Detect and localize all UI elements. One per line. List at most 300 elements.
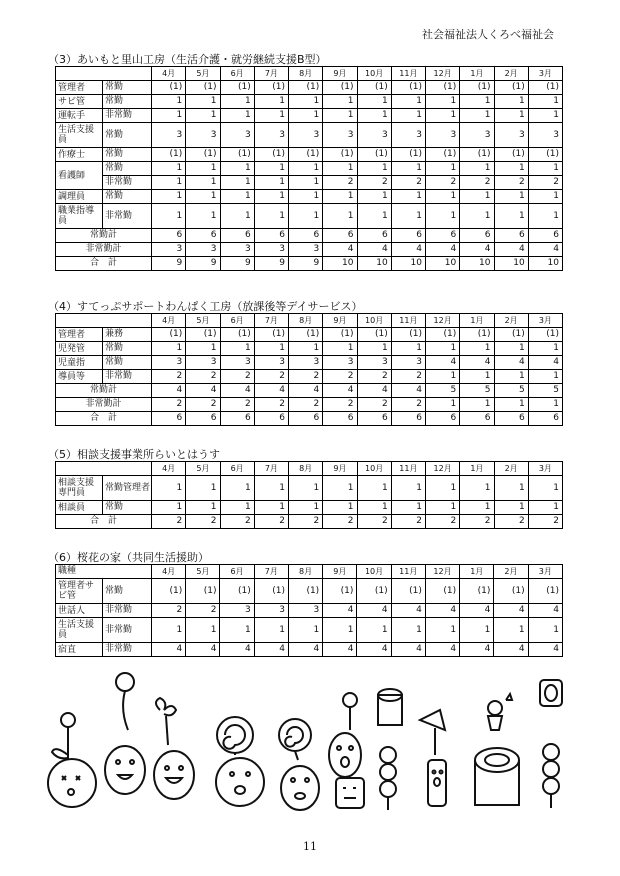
- value-cell: 2: [528, 176, 562, 190]
- total-value: 2: [528, 515, 562, 529]
- role-cell: 相談員: [56, 501, 103, 515]
- value-cell: 1: [528, 204, 562, 229]
- month-header: 2月: [494, 67, 528, 81]
- table-row: [56, 95, 563, 109]
- value-cell: 3: [186, 123, 220, 148]
- value-cell: (1): [528, 148, 562, 162]
- month-header: 10月: [357, 565, 391, 579]
- total-value: 2: [186, 515, 220, 529]
- value-cell: 2: [494, 176, 528, 190]
- value-cell: 1: [357, 190, 391, 204]
- value-cell: 1: [494, 618, 528, 643]
- header-blank: [56, 314, 152, 328]
- value-cell: 1: [220, 618, 254, 643]
- value-cell: 1: [186, 476, 220, 501]
- section-6-title: （6）桜花の家（共同生活援助）: [48, 551, 209, 564]
- table-row: [56, 190, 563, 204]
- value-cell: 3: [254, 356, 288, 370]
- value-cell: (1): [289, 81, 323, 95]
- total-value: 6: [220, 412, 254, 426]
- total-value: 6: [494, 412, 528, 426]
- month-header: 5月: [186, 67, 220, 81]
- value-cell: 1: [220, 476, 254, 501]
- month-header: 3月: [528, 462, 562, 476]
- total-value: 4: [391, 384, 425, 398]
- month-header: 4月: [152, 462, 186, 476]
- total-value: 2: [289, 515, 323, 529]
- value-cell: 1: [391, 501, 425, 515]
- value-cell: 3: [323, 356, 357, 370]
- value-cell: 2: [357, 370, 391, 384]
- total-value: 5: [426, 384, 460, 398]
- value-cell: 1: [289, 204, 323, 229]
- total-value: 6: [391, 412, 425, 426]
- value-cell: 1: [152, 476, 186, 501]
- value-cell: 1: [494, 370, 528, 384]
- value-cell: 3: [426, 123, 460, 148]
- total-value: 4: [494, 243, 528, 257]
- table-row: [56, 342, 563, 356]
- value-cell: 4: [323, 604, 357, 618]
- role-cell: 導員等: [56, 370, 103, 384]
- value-cell: 3: [357, 123, 391, 148]
- value-cell: 1: [494, 162, 528, 176]
- value-cell: 2: [289, 370, 323, 384]
- value-cell: 1: [460, 618, 494, 643]
- month-header: 7月: [254, 462, 288, 476]
- month-header: 4月: [152, 67, 186, 81]
- month-header: 8月: [289, 314, 323, 328]
- total-value: 4: [220, 384, 254, 398]
- month-header: 5月: [186, 565, 220, 579]
- value-cell: 1: [186, 162, 220, 176]
- table-row: [56, 109, 563, 123]
- value-cell: 1: [391, 95, 425, 109]
- type-cell: 兼務: [103, 328, 152, 342]
- total-value: 2: [152, 515, 186, 529]
- role-cell: 運転手: [56, 109, 103, 123]
- total-value: 10: [460, 257, 494, 271]
- value-cell: 4: [426, 356, 460, 370]
- month-header: 1月: [460, 565, 494, 579]
- role-cell: 生活支援員: [56, 123, 103, 148]
- table-row: [56, 328, 563, 342]
- total-value: 6: [152, 229, 186, 243]
- value-cell: 1: [426, 342, 460, 356]
- total-value: 6: [528, 229, 562, 243]
- value-cell: 3: [323, 123, 357, 148]
- value-cell: 1: [460, 501, 494, 515]
- month-header: 8月: [288, 565, 322, 579]
- table-row: [56, 176, 563, 190]
- total-value: 6: [186, 412, 220, 426]
- type-cell: 常勤: [103, 356, 152, 370]
- value-cell: 3: [186, 356, 220, 370]
- type-cell: 非常勤: [103, 618, 152, 643]
- total-value: 10: [323, 257, 357, 271]
- type-cell: 常勤: [103, 579, 152, 604]
- total-value: 2: [357, 515, 391, 529]
- table-row: [56, 148, 563, 162]
- header-blank: [56, 462, 152, 476]
- value-cell: 1: [289, 501, 323, 515]
- value-cell: 4: [254, 643, 288, 657]
- total-value: 10: [426, 257, 460, 271]
- table-row: [56, 370, 563, 384]
- table-row: [56, 356, 563, 370]
- value-cell: 1: [426, 204, 460, 229]
- value-cell: 1: [152, 342, 186, 356]
- value-cell: (1): [425, 579, 459, 604]
- total-value: 2: [152, 398, 186, 412]
- value-cell: (1): [288, 579, 322, 604]
- value-cell: 1: [186, 204, 220, 229]
- type-cell: 常勤: [103, 190, 152, 204]
- total-value: 2: [220, 515, 254, 529]
- table-row: [56, 476, 563, 501]
- value-cell: 1: [494, 476, 528, 501]
- type-cell: 非常勤: [103, 643, 152, 657]
- value-cell: 1: [186, 618, 220, 643]
- value-cell: (1): [186, 328, 220, 342]
- value-cell: 4: [425, 643, 459, 657]
- value-cell: 4: [357, 604, 391, 618]
- value-cell: 1: [289, 190, 323, 204]
- type-cell: 常勤: [103, 162, 152, 176]
- value-cell: 1: [254, 476, 288, 501]
- month-header: 4月: [152, 314, 186, 328]
- value-cell: (1): [528, 579, 562, 604]
- value-cell: 3: [289, 123, 323, 148]
- month-header: 7月: [254, 314, 288, 328]
- total-value: 6: [220, 229, 254, 243]
- value-cell: 4: [323, 643, 357, 657]
- total-value: 4: [152, 384, 186, 398]
- type-cell: 非常勤: [103, 204, 152, 229]
- total-value: 4: [323, 384, 357, 398]
- value-cell: 1: [254, 204, 288, 229]
- swirl-face-doodle-4: [216, 717, 264, 806]
- value-cell: 3: [391, 356, 425, 370]
- role-cell: サビ管: [56, 95, 103, 109]
- value-cell: 1: [494, 109, 528, 123]
- value-cell: (1): [220, 579, 254, 604]
- value-cell: 1: [186, 501, 220, 515]
- total-row: [56, 384, 563, 398]
- month-header: 5月: [186, 462, 220, 476]
- total-value: 5: [528, 384, 562, 398]
- value-cell: 1: [186, 109, 220, 123]
- section-4-table: [55, 313, 563, 426]
- value-cell: 1: [357, 95, 391, 109]
- value-cell: (1): [391, 81, 425, 95]
- total-value: 6: [186, 229, 220, 243]
- total-label: 常勤計: [56, 229, 152, 243]
- month-header: 9月: [323, 67, 357, 81]
- total-row: [56, 243, 563, 257]
- total-value: 6: [460, 412, 494, 426]
- value-cell: 2: [254, 370, 288, 384]
- value-cell: (1): [254, 328, 288, 342]
- value-cell: 2: [323, 370, 357, 384]
- value-cell: 3: [357, 356, 391, 370]
- value-cell: 1: [391, 342, 425, 356]
- table-row: [56, 618, 563, 643]
- value-cell: 1: [528, 109, 562, 123]
- value-cell: 1: [494, 95, 528, 109]
- total-value: 6: [289, 229, 323, 243]
- value-cell: 1: [528, 162, 562, 176]
- total-value: 2: [323, 515, 357, 529]
- month-header: 7月: [254, 565, 288, 579]
- value-cell: 1: [254, 176, 288, 190]
- value-cell: 1: [152, 501, 186, 515]
- value-cell: (1): [391, 148, 425, 162]
- value-cell: 3: [152, 356, 186, 370]
- total-label: 非常勤計: [56, 243, 152, 257]
- organization-name: 社会福祉法人くろべ福祉会: [422, 28, 554, 41]
- total-value: 2: [289, 398, 323, 412]
- value-cell: 1: [288, 618, 322, 643]
- month-header: 7月: [254, 67, 288, 81]
- total-value: 4: [357, 243, 391, 257]
- value-cell: 4: [460, 356, 494, 370]
- value-cell: 1: [528, 370, 562, 384]
- value-cell: (1): [460, 81, 494, 95]
- month-header: 8月: [289, 67, 323, 81]
- value-cell: (1): [357, 579, 391, 604]
- value-cell: 2: [357, 176, 391, 190]
- value-cell: 2: [323, 176, 357, 190]
- value-cell: 1: [426, 476, 460, 501]
- value-cell: 1: [152, 204, 186, 229]
- value-cell: (1): [528, 328, 562, 342]
- header-row: [56, 67, 563, 81]
- month-header: 4月: [152, 565, 186, 579]
- value-cell: 1: [220, 176, 254, 190]
- total-value: 1: [460, 398, 494, 412]
- value-cell: 1: [186, 95, 220, 109]
- value-cell: 1: [254, 109, 288, 123]
- month-header: 9月: [323, 565, 357, 579]
- total-value: 6: [254, 412, 288, 426]
- value-cell: 1: [528, 618, 562, 643]
- value-cell: 2: [220, 370, 254, 384]
- total-value: 6: [323, 412, 357, 426]
- value-cell: 3: [494, 123, 528, 148]
- table-row: [56, 123, 563, 148]
- value-cell: 2: [186, 370, 220, 384]
- total-value: 3: [289, 243, 323, 257]
- value-cell: 1: [254, 95, 288, 109]
- type-cell: 非常勤: [103, 604, 152, 618]
- total-label: 合 計: [56, 257, 152, 271]
- value-cell: 1: [152, 109, 186, 123]
- value-cell: 1: [289, 162, 323, 176]
- total-row: [56, 515, 563, 529]
- table-row: [56, 604, 563, 618]
- value-cell: 1: [220, 204, 254, 229]
- value-cell: 1: [460, 370, 494, 384]
- value-cell: 1: [323, 618, 357, 643]
- value-cell: 1: [323, 204, 357, 229]
- value-cell: 1: [426, 370, 460, 384]
- total-value: 5: [460, 384, 494, 398]
- total-value: 6: [460, 229, 494, 243]
- swirl-face-doodle-5: [279, 719, 319, 810]
- value-cell: (1): [220, 81, 254, 95]
- value-cell: 1: [289, 109, 323, 123]
- total-value: 2: [254, 398, 288, 412]
- value-cell: 1: [426, 109, 460, 123]
- value-cell: 2: [460, 176, 494, 190]
- total-value: 1: [494, 398, 528, 412]
- total-row: [56, 229, 563, 243]
- character-doodles-illustration: [40, 660, 580, 820]
- value-cell: 1: [254, 618, 288, 643]
- value-cell: 1: [152, 618, 186, 643]
- value-cell: 1: [460, 162, 494, 176]
- value-cell: 3: [391, 123, 425, 148]
- total-value: 3: [186, 243, 220, 257]
- value-cell: 1: [391, 618, 425, 643]
- value-cell: (1): [426, 328, 460, 342]
- value-cell: 3: [220, 356, 254, 370]
- total-value: 2: [391, 398, 425, 412]
- month-header: 6月: [220, 565, 254, 579]
- value-cell: 2: [391, 370, 425, 384]
- total-value: 6: [357, 412, 391, 426]
- month-header: 11月: [391, 314, 425, 328]
- total-value: 3: [254, 243, 288, 257]
- total-value: 4: [460, 243, 494, 257]
- value-cell: (1): [494, 328, 528, 342]
- table-row: [56, 162, 563, 176]
- month-header: 1月: [460, 67, 494, 81]
- value-cell: 1: [357, 618, 391, 643]
- value-cell: 1: [460, 95, 494, 109]
- section-5-table: [55, 461, 563, 529]
- value-cell: 2: [152, 604, 186, 618]
- value-cell: 1: [528, 342, 562, 356]
- value-cell: 4: [425, 604, 459, 618]
- month-header: 10月: [357, 462, 391, 476]
- value-cell: 1: [460, 204, 494, 229]
- total-value: 2: [186, 398, 220, 412]
- value-cell: 1: [186, 190, 220, 204]
- header-blank: [56, 67, 152, 81]
- value-cell: (1): [357, 81, 391, 95]
- value-cell: (1): [152, 579, 186, 604]
- value-cell: 1: [391, 190, 425, 204]
- value-cell: (1): [426, 81, 460, 95]
- section-3-title: （3）あいもと里山工房（生活介護・就労継続支援B型）: [48, 53, 327, 66]
- value-cell: (1): [186, 148, 220, 162]
- total-value: 9: [220, 257, 254, 271]
- type-cell: 常勤: [103, 95, 152, 109]
- value-cell: (1): [323, 579, 357, 604]
- value-cell: 1: [425, 618, 459, 643]
- value-cell: (1): [186, 579, 220, 604]
- value-cell: 1: [528, 95, 562, 109]
- table-row: [56, 643, 563, 657]
- value-cell: 1: [220, 342, 254, 356]
- type-cell: 常勤: [103, 148, 152, 162]
- value-cell: 3: [254, 123, 288, 148]
- total-value: 4: [289, 384, 323, 398]
- table-row: [56, 501, 563, 515]
- month-header: 6月: [220, 67, 254, 81]
- value-cell: 1: [391, 476, 425, 501]
- value-cell: 3: [528, 123, 562, 148]
- dango-doodle-10: [540, 680, 562, 808]
- value-cell: 1: [289, 342, 323, 356]
- month-header: 1月: [460, 314, 494, 328]
- total-value: 4: [426, 243, 460, 257]
- value-cell: 1: [528, 476, 562, 501]
- month-header: 10月: [357, 67, 391, 81]
- section-4-title: （4）すてっぷサポートわんぱく工房（放課後等デイサービス）: [48, 300, 363, 313]
- value-cell: (1): [460, 579, 494, 604]
- value-cell: (1): [494, 148, 528, 162]
- value-cell: (1): [220, 148, 254, 162]
- value-cell: (1): [323, 81, 357, 95]
- total-value: 10: [357, 257, 391, 271]
- flower-face-doodle-1: [48, 713, 96, 807]
- value-cell: 4: [528, 356, 562, 370]
- total-label: 合 計: [56, 515, 152, 529]
- value-cell: 1: [289, 95, 323, 109]
- section-6-table: [55, 564, 563, 657]
- type-cell: 常勤: [103, 342, 152, 356]
- value-cell: 4: [528, 604, 562, 618]
- value-cell: 2: [152, 370, 186, 384]
- value-cell: 4: [528, 643, 562, 657]
- total-value: 10: [391, 257, 425, 271]
- month-header: 12月: [426, 314, 460, 328]
- value-cell: 1: [391, 109, 425, 123]
- table-row: [56, 81, 563, 95]
- total-label: 合 計: [56, 412, 152, 426]
- type-cell: 常勤: [103, 123, 152, 148]
- value-cell: 4: [186, 643, 220, 657]
- tree-stump-doodle-9: [475, 694, 519, 805]
- ribbon-face-doodle-3: [154, 698, 194, 799]
- total-value: 4: [391, 243, 425, 257]
- section-5-title: （5）相談支援事業所らいとはうす: [48, 448, 220, 461]
- value-cell: (1): [357, 328, 391, 342]
- total-value: 1: [528, 398, 562, 412]
- value-cell: 1: [289, 176, 323, 190]
- value-cell: (1): [357, 148, 391, 162]
- value-cell: 1: [323, 190, 357, 204]
- header-row: [56, 314, 563, 328]
- value-cell: (1): [254, 81, 288, 95]
- type-cell: 非常勤: [103, 109, 152, 123]
- month-header: 3月: [528, 314, 562, 328]
- value-cell: 1: [426, 95, 460, 109]
- month-header: 5月: [186, 314, 220, 328]
- total-value: 3: [152, 243, 186, 257]
- value-cell: 1: [323, 476, 357, 501]
- value-cell: 1: [220, 190, 254, 204]
- value-cell: 1: [426, 501, 460, 515]
- value-cell: (1): [220, 328, 254, 342]
- value-cell: 4: [391, 643, 425, 657]
- value-cell: 4: [494, 356, 528, 370]
- total-row: [56, 398, 563, 412]
- value-cell: 1: [528, 501, 562, 515]
